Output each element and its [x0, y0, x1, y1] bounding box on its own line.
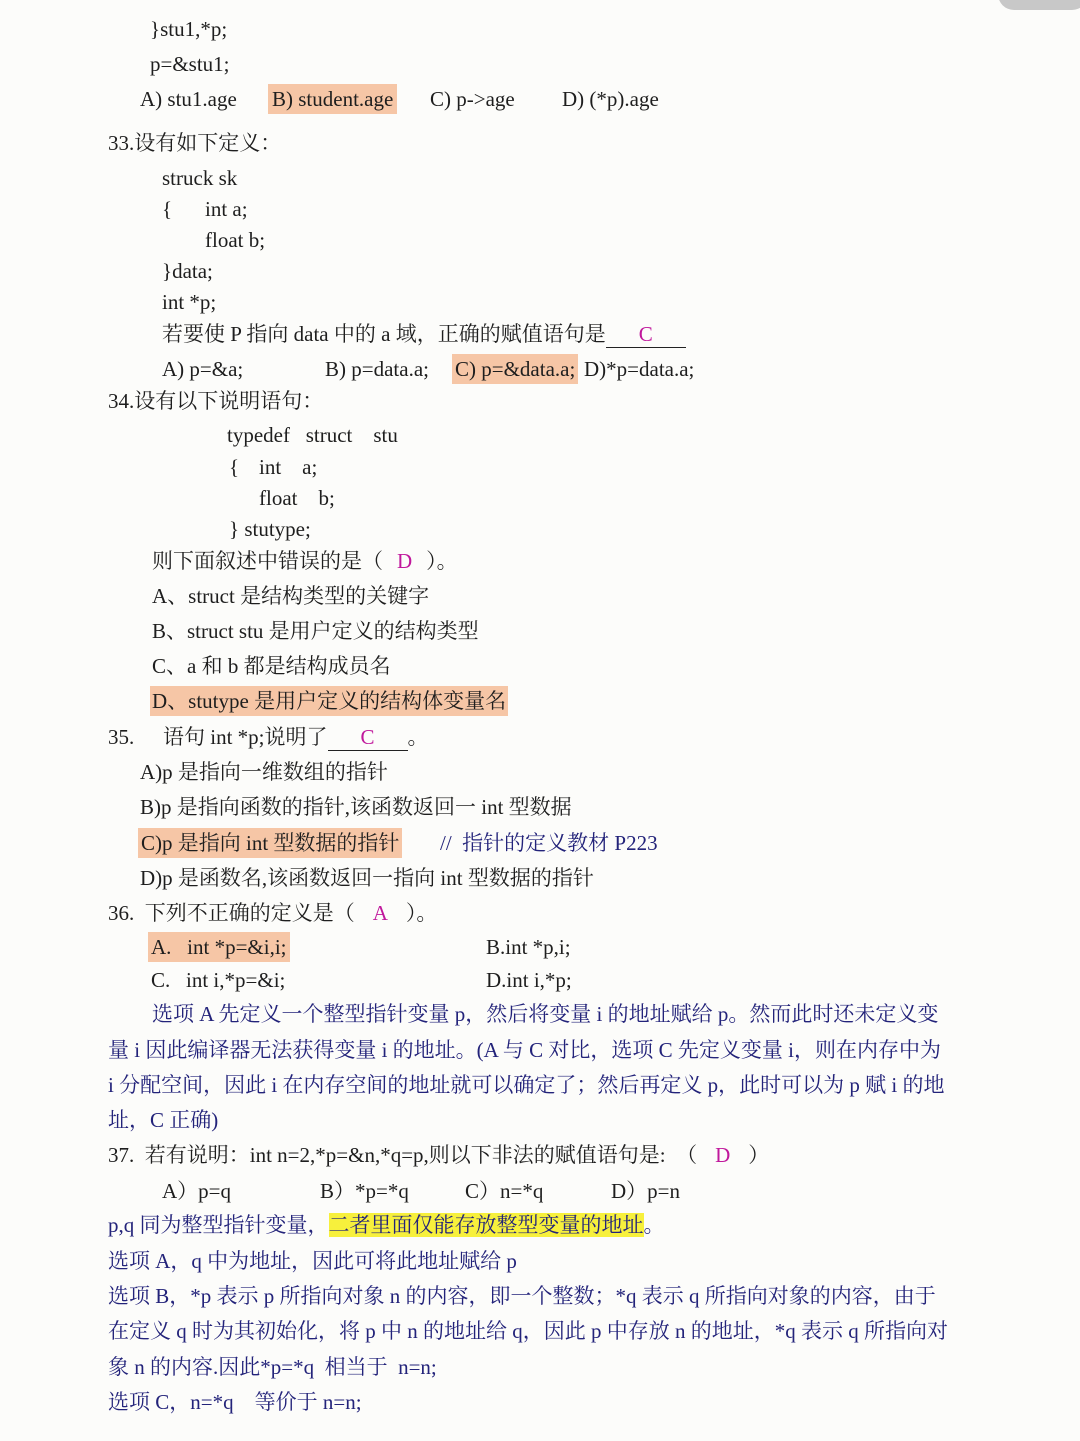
q34-prompt-post: ）。 [426, 549, 458, 573]
q36-explanation-line: 选项 A 先定义一个整型指针变量 p，然后将变量 i 的地址赋给 p。然而此时还未定义变 [152, 1002, 939, 1026]
q33-code-line: float b; [205, 228, 266, 252]
q36-prompt [108, 898, 437, 928]
q34-answer: D [397, 549, 413, 573]
q33-prompt [162, 319, 686, 349]
q33-prompt-text: 若要使 P 指向 data 中的 a 域，正确的赋值语句是 [162, 322, 606, 346]
q37-option-c: C）n=*q [465, 1179, 544, 1203]
q33-code-line: }data; [162, 259, 213, 283]
q33-code-line: int a; [205, 197, 248, 221]
q37-explanation-line: 象 n 的内容.因此*p=*q 相当于 n=n; [108, 1355, 437, 1379]
q35-option-c-highlighted: C)p 是指向 int 型数据的指针 [138, 828, 402, 858]
q37-prompt-post: ） [748, 1143, 770, 1167]
q35-prompt [163, 722, 429, 752]
q37-explanation-line: 选项 A，q 中为地址，因此可将此地址赋给 p [108, 1249, 517, 1273]
q36-option-c: C. int i,*p=&i; [151, 968, 286, 992]
q37-prompt [108, 1140, 769, 1170]
q33-option-d: D)*p=data.a; [584, 357, 695, 381]
q34-option-b: B、struct stu 是用户定义的结构类型 [152, 619, 479, 643]
q35-comment: // 指针的定义教材 P223 [440, 831, 658, 855]
q37-prompt-pre: 37. 若有说明：int n=2,*p=&n,*q=p,则以下非法的赋值语句是: （ [108, 1143, 698, 1167]
q32-option-c: C) p->age [430, 87, 515, 111]
q36-option-d: D.int i,*p; [486, 968, 572, 992]
q34-prompt [152, 546, 458, 576]
q35-option-a: A)p 是指向一维数组的指针 [140, 760, 388, 784]
q33-code-line: struck sk [162, 166, 238, 190]
q37-note-pre: p,q 同为整型指针变量， [108, 1213, 329, 1237]
q34-code-line: } stutype; [229, 517, 311, 541]
q33-code-line: int *p; [162, 290, 217, 314]
q36-prompt-post: ）。 [405, 901, 438, 925]
q37-note-post: 。 [643, 1213, 665, 1237]
q37-note [108, 1210, 665, 1240]
q32-code-line: }stu1,*p; [150, 17, 228, 41]
q34-code-line: float b; [259, 486, 335, 510]
q35-prompt-text: 语句 int *p;说明了 [163, 725, 328, 749]
q34-code-line: int a; [259, 455, 318, 479]
q33-option-b: B) p=data.a; [325, 357, 429, 381]
q36-explanation-line: 址，C 正确) [108, 1108, 219, 1132]
q33-code-line: { [162, 197, 173, 221]
q37-note-highlighted: 二者里面仅能存放整型变量的地址 [328, 1213, 644, 1237]
q37-answer: D [715, 1143, 731, 1167]
q36-answer: A [372, 901, 388, 925]
q35-answer-blank: C [328, 724, 408, 751]
q34-option-d-highlighted: D、stutype 是用户定义的结构体变量名 [150, 686, 508, 716]
q37-explanation-line: 选项 C，n=*q 等价于 n=n; [108, 1390, 362, 1414]
q37-explanation-line: 选项 B，*p 表示 p 所指向对象 n 的内容，即一个整数；*q 表示 q 所指向对象的内容，由于 [108, 1284, 936, 1308]
q36-option-b: B.int *p,i; [486, 935, 571, 959]
q32-option-a: A) stu1.age [140, 87, 237, 111]
q34-option-a: A、struct 是结构类型的关键字 [152, 584, 430, 608]
q32-code-line: p=&stu1; [150, 52, 230, 76]
q36-explanation-line: 量 i 因此编译器无法获得变量 i 的地址。(A 与 C 对比，选项 C 先定义变量 i，则在内存中为 [108, 1038, 942, 1062]
q35-option-b: B)p 是指向函数的指针,该函数返回一 int 型数据 [140, 795, 572, 819]
q36-prompt-pre: 36. 下列不正确的定义是（ [108, 901, 355, 925]
q34-prompt-pre: 则下面叙述中错误的是（ [152, 549, 383, 573]
window-corner-decoration [998, 0, 1080, 10]
q34-code-line: typedef struct stu [227, 423, 398, 447]
q35-prompt-end: 。 [407, 725, 429, 749]
q35-number: 35. [108, 725, 135, 749]
q36-option-a-highlighted: A. int *p=&i,i; [148, 932, 290, 962]
q37-explanation-line: 在定义 q 时为其初始化，将 p 中 n 的地址给 q，因此 p 中存放 n 的地址，*q 表示 q 所指向对 [108, 1319, 948, 1343]
q33-answer-blank: C [606, 321, 686, 348]
q34-title: 34.设有以下说明语句： [108, 389, 324, 413]
q37-option-d: D）p=n [611, 1179, 681, 1203]
q33-option-a: A) p=&a; [162, 357, 244, 381]
q35-option-d: D)p 是函数名,该函数返回一指向 int 型数据的指针 [140, 866, 594, 890]
q32-option-b-highlighted: B) student.age [268, 84, 397, 114]
q32-option-d: D) (*p).age [562, 87, 659, 111]
q33-title: 33.设有如下定义： [108, 131, 282, 155]
q34-code-line: { [229, 455, 240, 479]
q34-option-c: C、a 和 b 都是结构成员名 [152, 654, 391, 678]
q37-option-a: A）p=q [162, 1179, 232, 1203]
q33-option-c-highlighted: C) p=&data.a; [452, 354, 578, 384]
q36-explanation-line: i 分配空间，因此 i 在内存空间的地址就可以确定了；然后再定义 p，此时可以为 p 赋 i 的地 [108, 1073, 945, 1097]
q37-option-b: B）*p=*q [320, 1179, 409, 1203]
